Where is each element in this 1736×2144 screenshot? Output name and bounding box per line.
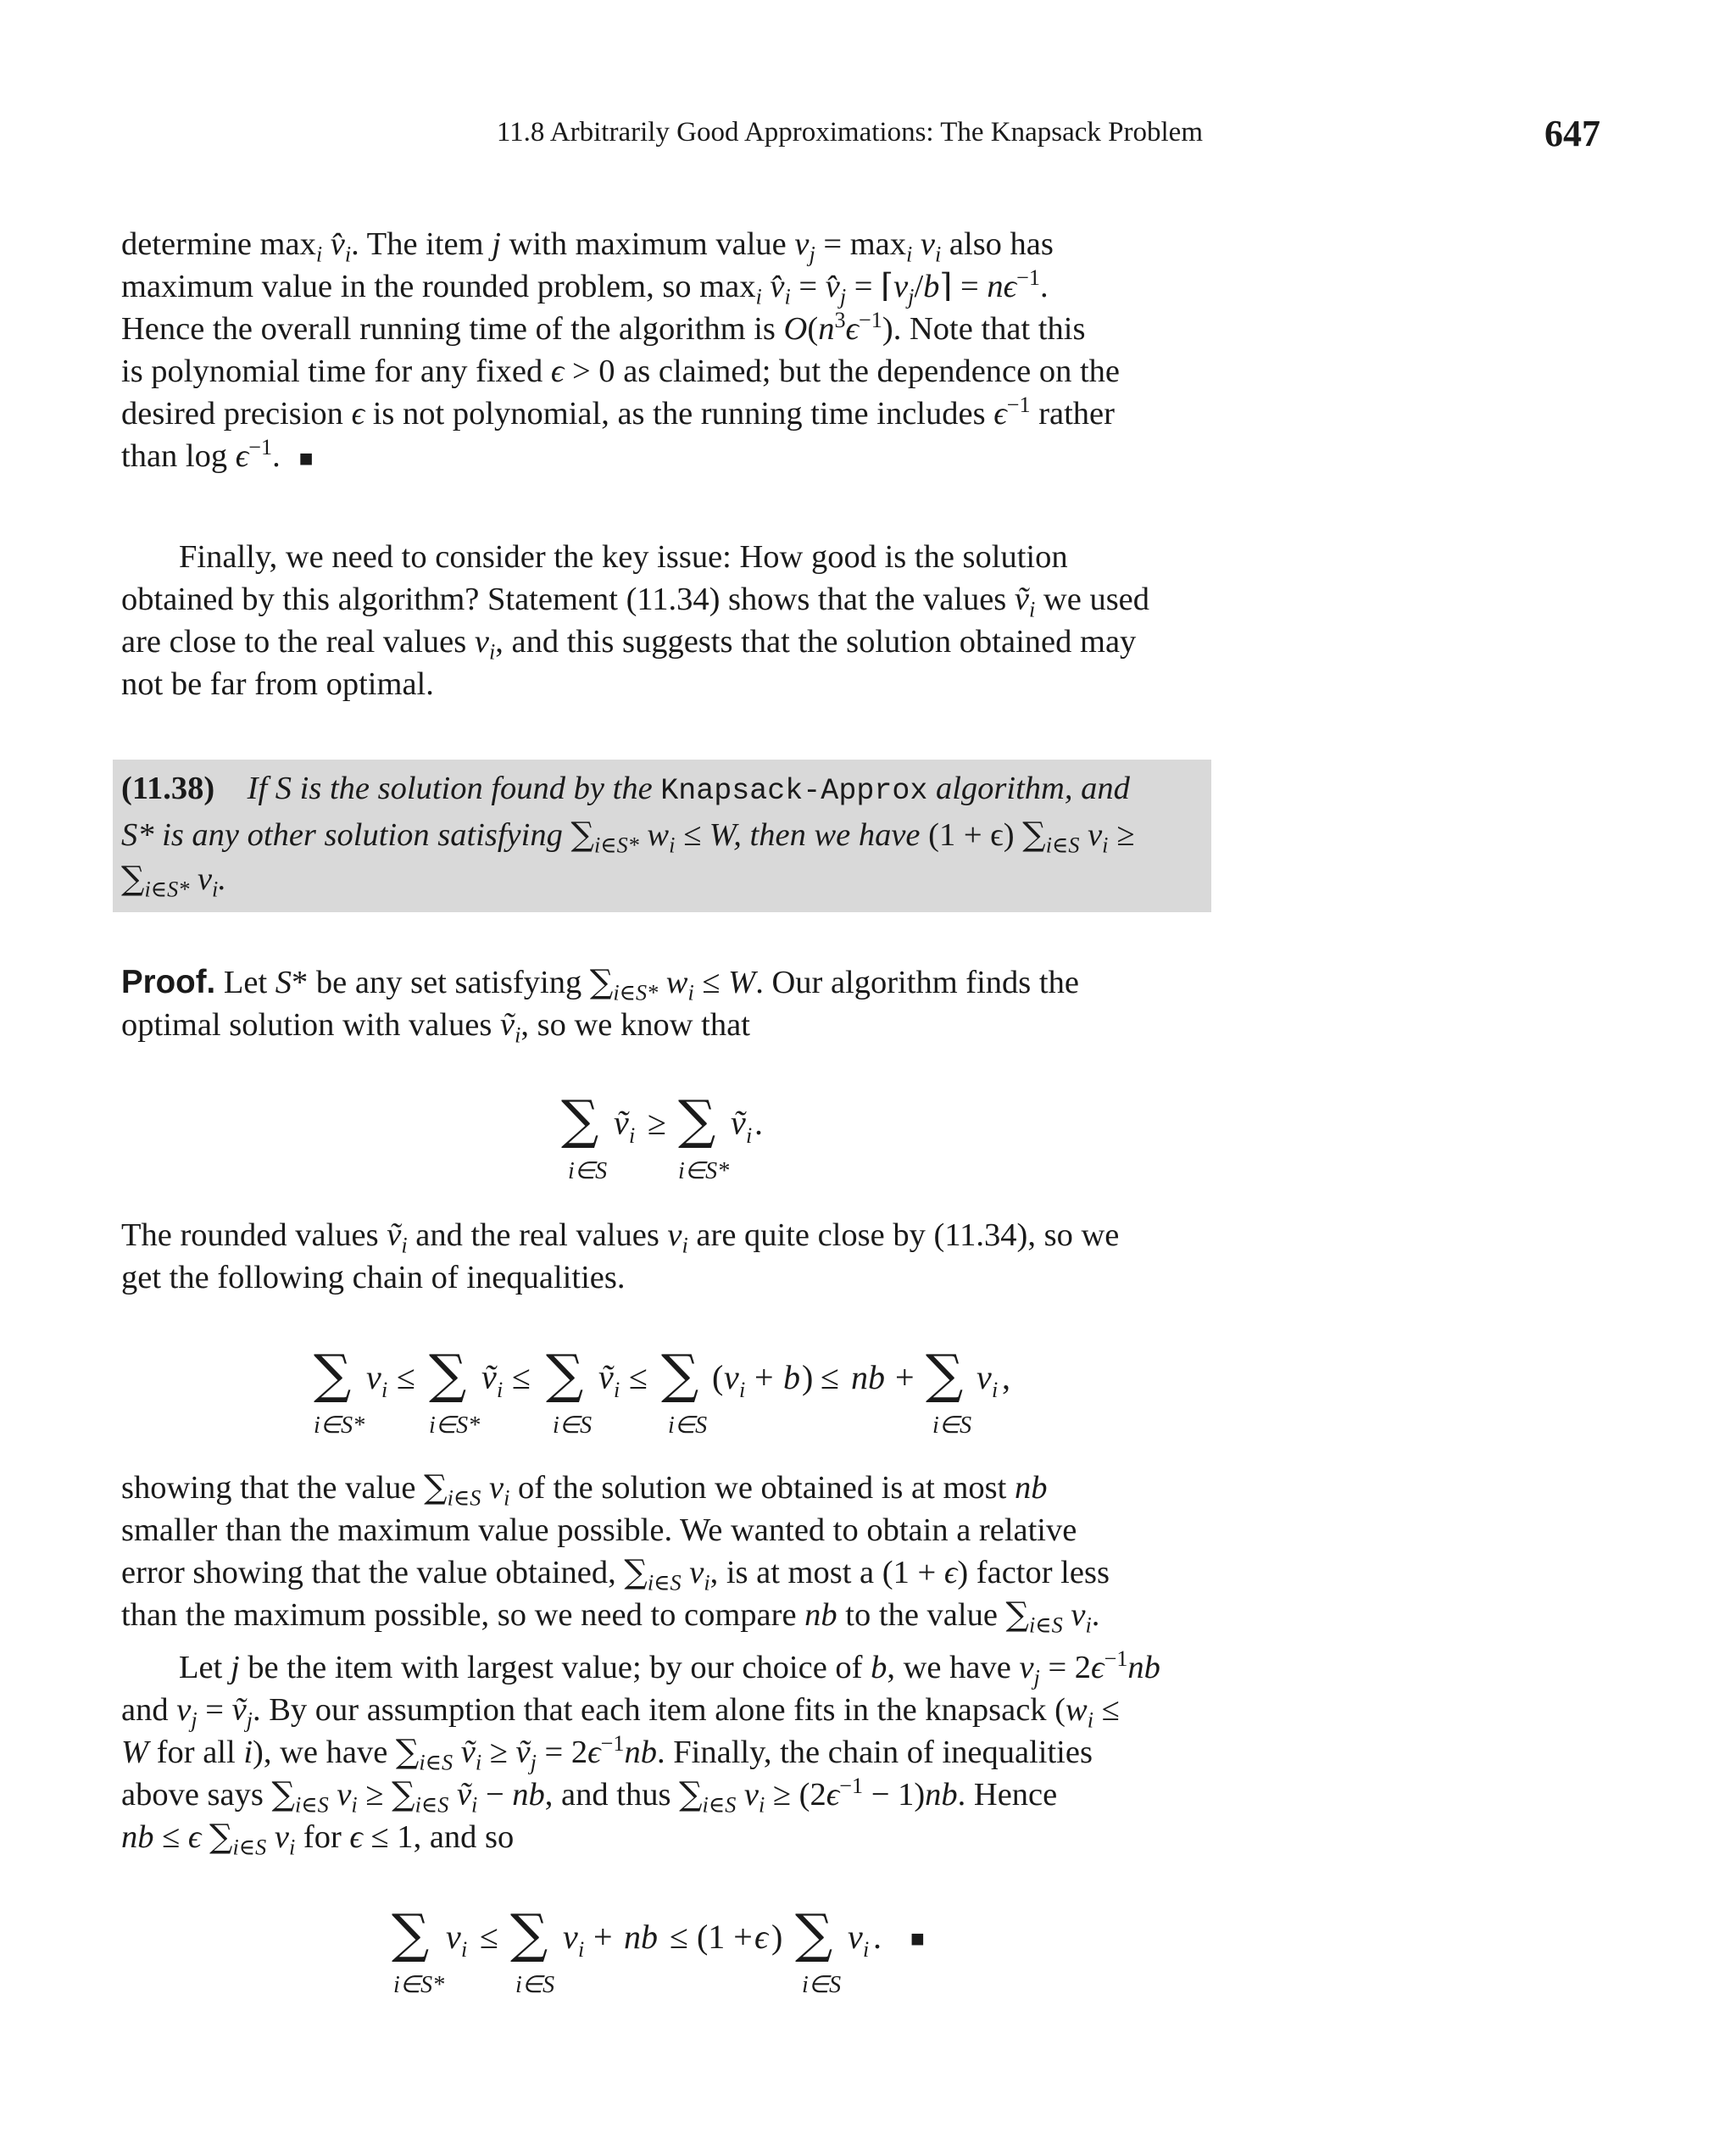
svg-text:b: b — [783, 1358, 800, 1396]
svg-text:i∈S: i∈S — [932, 1412, 972, 1439]
svg-text:i: i — [578, 1937, 585, 1962]
svg-text:+: + — [593, 1918, 613, 1956]
svg-text:∑: ∑ — [429, 1343, 467, 1405]
svg-text:nb: nb — [851, 1358, 885, 1396]
svg-text:∑: ∑ — [661, 1343, 699, 1405]
qed-square-icon: ■ — [298, 446, 314, 472]
svg-text:≤ (1 +: ≤ (1 + — [670, 1918, 753, 1956]
svg-text:i∈S*: i∈S* — [678, 1158, 730, 1184]
svg-text:≥: ≥ — [648, 1104, 666, 1142]
equation-sum-rounded — [0, 1089, 1736, 1195]
equation-final-bound — [0, 1902, 1736, 2009]
paragraph-running-time: determine $\max_i$ $v̂_i$. The item j with maximum value $v_j = \max_i v_i$ also has maximum value in the rounded problem, so $\max_i$ $v̂_i$ = $v̂_j$ = $⌈v_j/b⌉ = n\epsilon^{-1}$. Hence the overall running time of the algorithm is $O(n^3\epsilon^{-1})$. Note that this is polynomial time for any fixed ϵ > 0 as claimed; but the dependence on the desired precision ϵ is not polynomial, as the running time includes $\epsilon^{-1}$ rather than $\log \epsilon^{-1}$. ■ — [121, 226, 1121, 474]
svg-text:v: v — [724, 1358, 739, 1396]
svg-text:v: v — [446, 1918, 461, 1956]
svg-text:≤: ≤ — [629, 1358, 648, 1396]
statement-11-38-box: (11.38) If S is the solution found by the Knapsack-Approx algorithm, and S* is any other solution satisfying $\sum_{i\in S*}$ $w_i \le W$, then we have (1 + ϵ) $\sum_{i\in S}$ $v_i$ ≥ $\sum_{i\in S*}$ $v_i$. — [113, 760, 1211, 912]
svg-text:i∈S*: i∈S* — [393, 1972, 445, 1998]
svg-text:∑: ∑ — [314, 1343, 352, 1405]
svg-text:ϵ: ϵ — [754, 1918, 769, 1956]
svg-text:i: i — [381, 1378, 388, 1402]
svg-text:i∈S: i∈S — [568, 1158, 608, 1184]
svg-text:+: + — [754, 1358, 774, 1396]
equation-chain-inequalities — [0, 1343, 1736, 1450]
svg-text:+: + — [895, 1358, 915, 1396]
svg-text:v: v — [366, 1358, 381, 1396]
svg-text:i∈S: i∈S — [515, 1972, 555, 1998]
svg-text:,: , — [1002, 1358, 1010, 1396]
svg-text:.: . — [754, 1104, 763, 1142]
paragraph-relative-error: showing that the value $\sum_{i\in S}$ $v_i$ of the solution we obtained is at most nb smaller than the maximum value possible. We wanted to obtain a relative error showing that the value obtained, $\sum_{i\in S}$ $v_i$, is at most a (1 + ϵ) factor less than the maximum possible, so we need to compare nb to the value $\sum_{i\in S}$ $v_i$. — [121, 1468, 1110, 1638]
svg-text:i: i — [746, 1123, 753, 1148]
svg-text:i: i — [992, 1378, 999, 1402]
statement-number: (11.38) — [121, 771, 215, 806]
svg-text:■: ■ — [910, 1926, 925, 1952]
svg-text:i: i — [863, 1937, 870, 1962]
svg-text:.: . — [873, 1918, 882, 1956]
svg-text:v: v — [563, 1918, 578, 1956]
svg-text:∑: ∑ — [795, 1902, 833, 1964]
page-number: 647 — [1544, 113, 1600, 154]
paragraph-rounded-values: The rounded values ṽ$_i$ and the real values $v_i$ are quite close by (11.34), so we get the following chain of inequalities. — [121, 1217, 1120, 1295]
svg-text:∑: ∑ — [678, 1089, 716, 1150]
svg-text:i: i — [739, 1378, 746, 1402]
proof-paragraph: Proof. Let S* be any set satisfying $\sum_{i\in S*}$ $w_i \le W$. Our algorithm finds the optimal solution with values ṽ$_i$, so we know that — [121, 963, 1079, 1048]
running-head: 11.8 Arbitrarily Good Approximations: The Knapsack Problem — [496, 117, 1203, 148]
svg-text:i∈S*: i∈S* — [314, 1412, 365, 1439]
svg-text:ṽ: ṽ — [614, 1104, 629, 1142]
svg-text:≤: ≤ — [480, 1918, 498, 1956]
svg-text:i: i — [614, 1378, 620, 1402]
proof-label: Proof. — [121, 964, 216, 1000]
svg-text:i∈S: i∈S — [553, 1412, 593, 1439]
svg-text:i: i — [497, 1378, 504, 1402]
svg-text:∑: ∑ — [510, 1902, 548, 1964]
svg-text:): ) — [802, 1358, 814, 1396]
svg-text:ṽ: ṽ — [598, 1358, 614, 1396]
paragraph-key-issue: Finally, we need to consider the key issue: How good is the solution obtained by this algorithm? Statement (11.34) shows that the values ṽ$_i$ we used are close to the real values $v_i$, and this suggests that the solution obtained may not be far from optimal. — [121, 539, 1150, 702]
svg-text:i: i — [629, 1123, 636, 1148]
svg-text:v: v — [976, 1358, 992, 1396]
svg-text:i: i — [461, 1937, 468, 1962]
svg-text:v: v — [848, 1918, 863, 1956]
svg-text:∑: ∑ — [546, 1343, 584, 1405]
svg-text:i∈S: i∈S — [802, 1972, 842, 1998]
svg-text:i∈S*: i∈S* — [429, 1412, 481, 1439]
svg-text:ṽ: ṽ — [481, 1358, 497, 1396]
svg-text:≤: ≤ — [821, 1358, 839, 1396]
svg-text:∑: ∑ — [561, 1089, 599, 1150]
svg-text:ṽ: ṽ — [731, 1104, 746, 1142]
svg-text:i∈S: i∈S — [668, 1412, 708, 1439]
algorithm-name: Knapsack-Approx — [660, 774, 928, 808]
svg-text:(: ( — [712, 1358, 724, 1396]
svg-text:nb: nb — [624, 1918, 658, 1956]
svg-text:): ) — [771, 1918, 783, 1956]
svg-text:∑: ∑ — [392, 1902, 430, 1964]
svg-text:≤: ≤ — [397, 1358, 415, 1396]
paragraph-largest-item: Let j be the item with largest value; by our choice of b, we have $v_j = 2\epsilon^{-1}nb$ and $v_j$ = ṽ$_j$. By our assumption that each item alone fits in the knapsack ($w_i$ ≤ W for all i), we have $\sum_{i\in S}$ ṽ$_i$ ≥ ṽ$_j$ = $2\epsilon^{-1}nb$. Finally, the chain of inequalities above says $\sum_{i\in S}$ $v_i \ge \sum_{i\in S}$ ṽ$_i$ − nb, and thus $\sum_{i\in S}$ $v_i \ge (2\epsilon^{-1} - 1)nb$. Hence nb ≤ ϵ $\sum_{i\in S}$ $v_i$ for ϵ ≤ 1, and so — [121, 1646, 1160, 1860]
svg-text:∑: ∑ — [926, 1343, 964, 1405]
svg-text:≤: ≤ — [512, 1358, 531, 1396]
